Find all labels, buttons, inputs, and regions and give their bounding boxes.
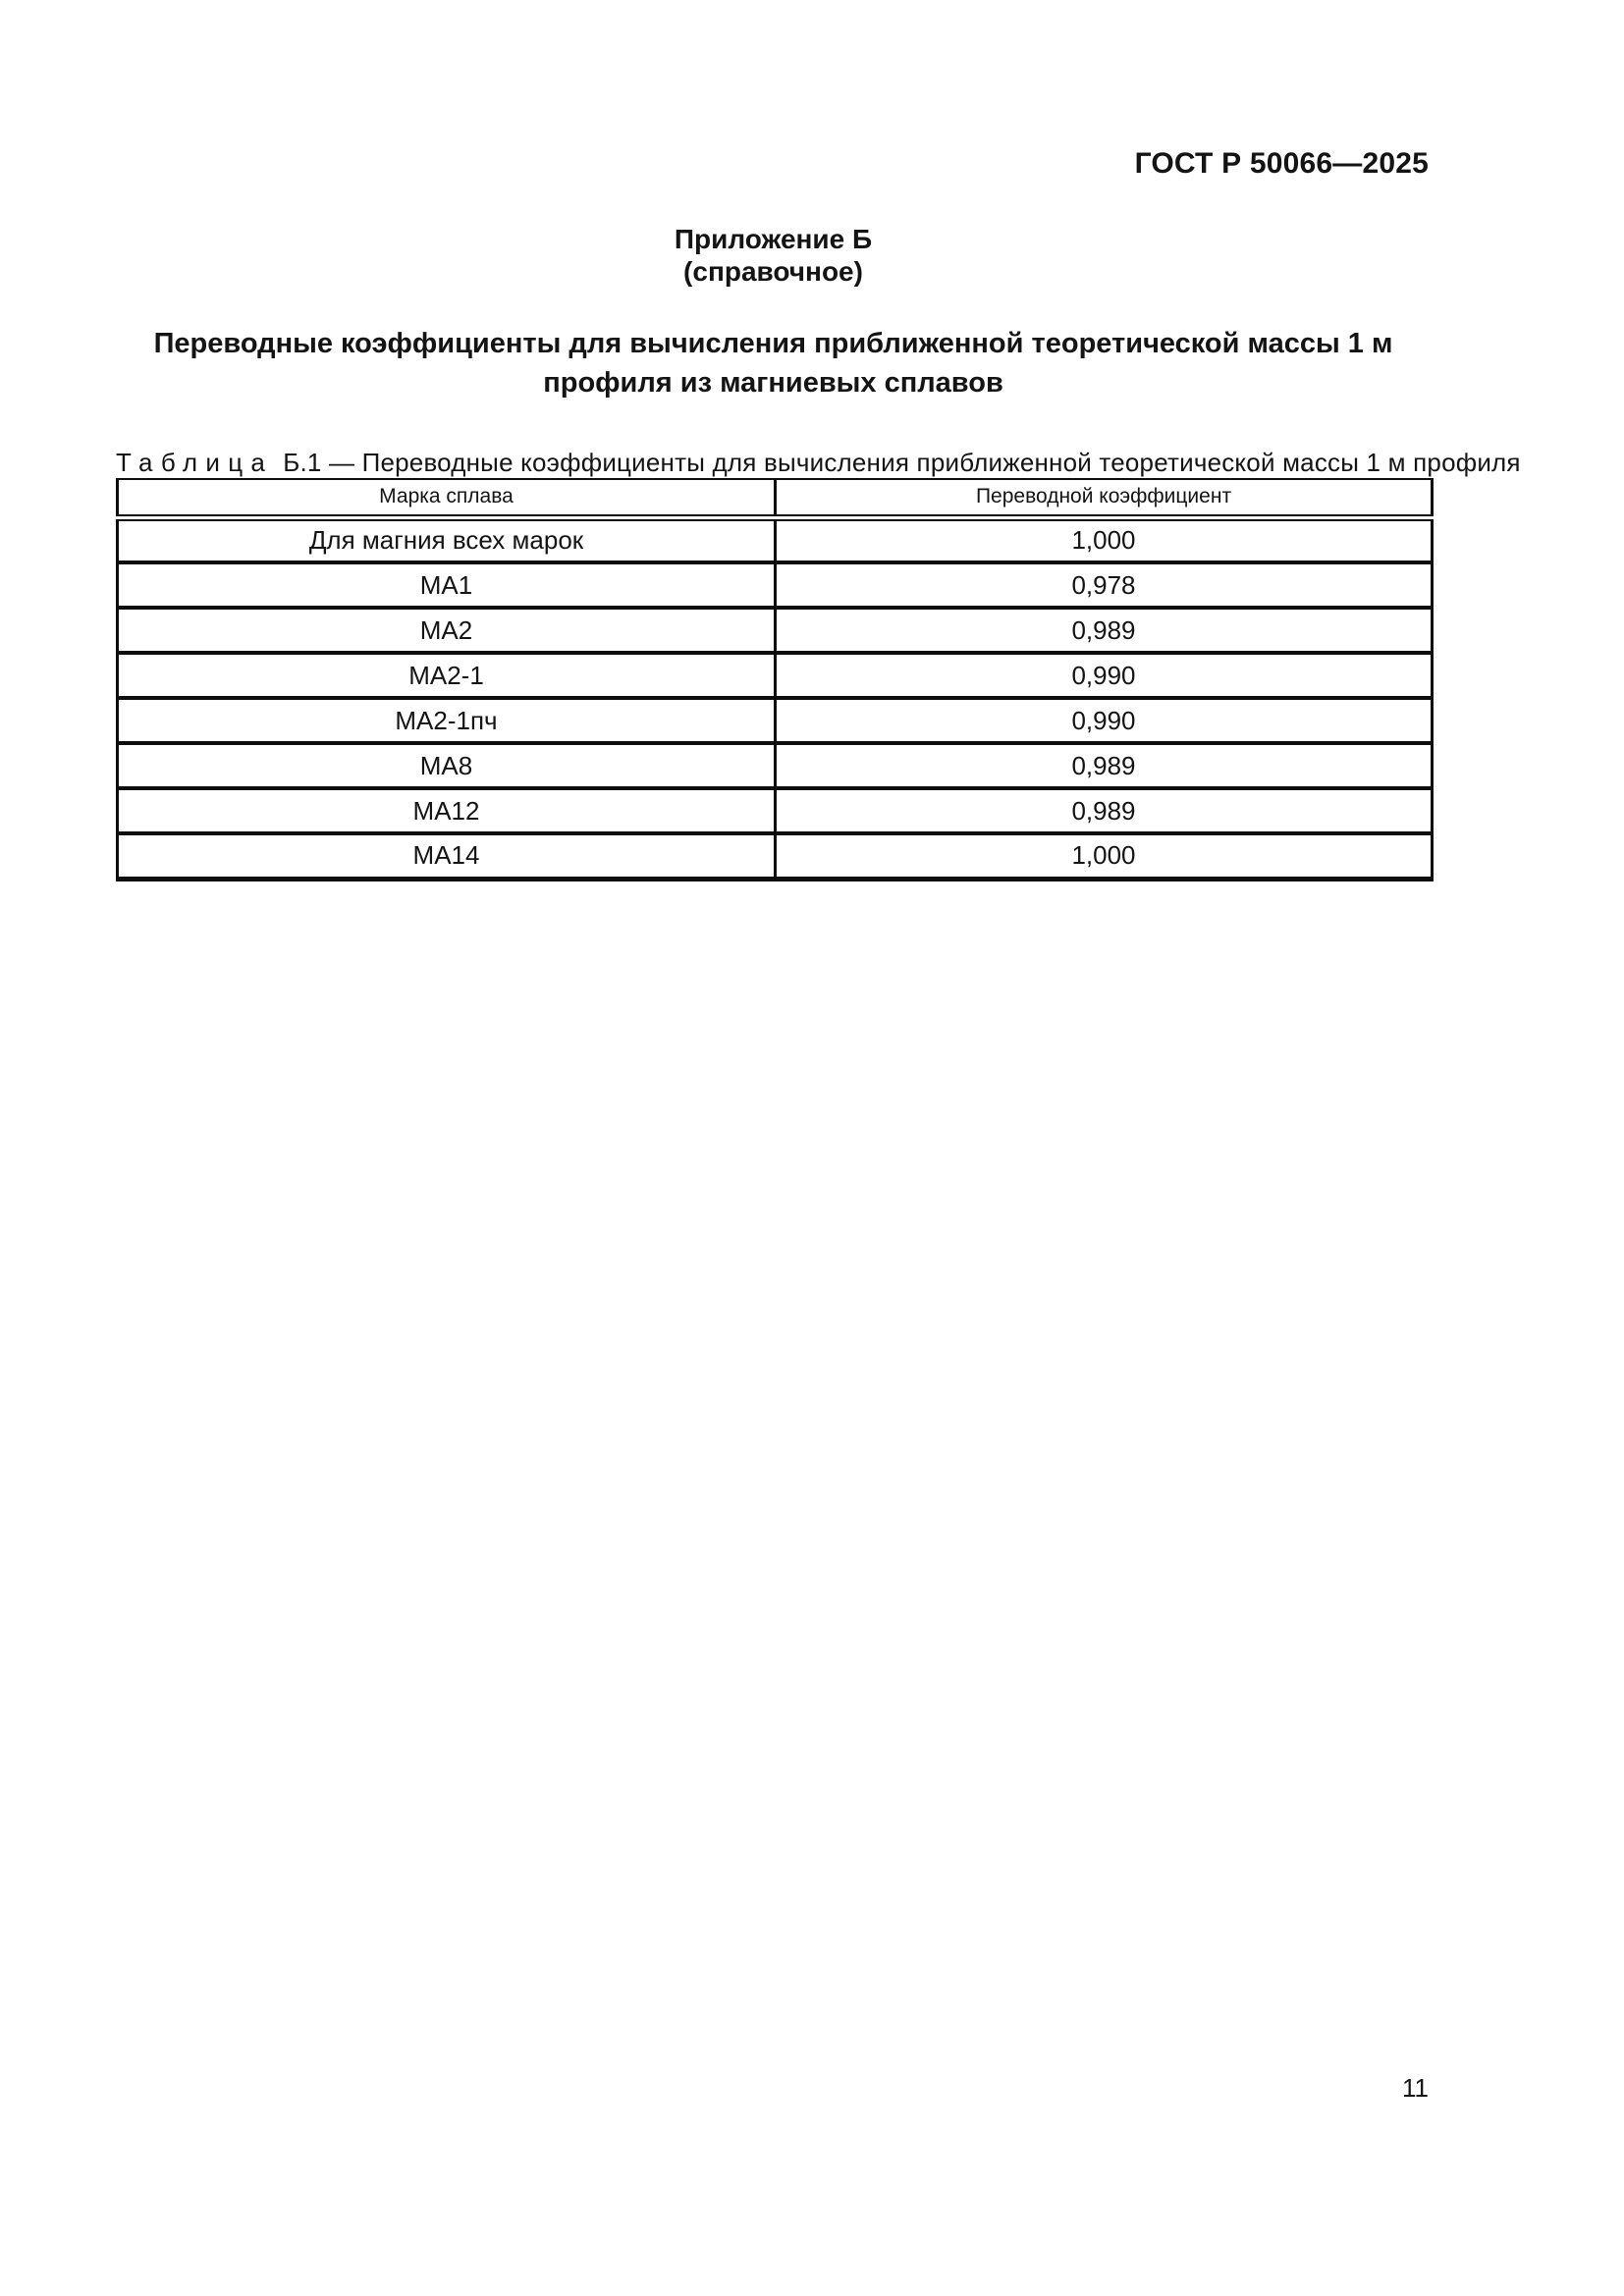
table-row bbox=[118, 788, 1433, 833]
coef-cell: 0,978 bbox=[776, 562, 1433, 608]
alloy-cell: МА8 bbox=[118, 743, 776, 788]
coef-cell: 0,990 bbox=[776, 698, 1433, 743]
coef-cell: 0,989 bbox=[776, 788, 1433, 833]
alloy-cell: Для магния всех марок bbox=[118, 517, 776, 562]
section-title-line1: Переводные коэффициенты для вычисления приближенной теоретической массы 1 м bbox=[153, 328, 1393, 359]
table-row bbox=[118, 743, 1433, 788]
column-header-coefficient: Переводной коэффициент bbox=[776, 479, 1433, 517]
coef-cell: 0,989 bbox=[776, 743, 1433, 788]
table-caption-text: Б.1 — Переводные коэффициенты для вычисления приближенной теоретической массы 1 м профиля bbox=[283, 448, 1521, 477]
alloy-cell: МА12 bbox=[118, 788, 776, 833]
page-number: 11 bbox=[1402, 2073, 1429, 2103]
section-title bbox=[116, 324, 1431, 402]
alloy-cell: МА2-1пч bbox=[118, 698, 776, 743]
coef-cell: 1,000 bbox=[776, 517, 1433, 562]
table-caption bbox=[116, 448, 1530, 477]
coef-cell: 0,990 bbox=[776, 653, 1433, 698]
table-row bbox=[118, 833, 1433, 879]
coef-cell: 1,000 bbox=[776, 833, 1433, 879]
alloy-cell: МА2-1 bbox=[118, 653, 776, 698]
section-title-line2: профиля из магниевых сплавов bbox=[543, 367, 1003, 399]
alloy-cell: МА14 bbox=[118, 833, 776, 879]
column-header-alloy: Марка сплава bbox=[118, 479, 776, 517]
alloy-cell: МА1 bbox=[118, 562, 776, 608]
conversion-coefficients-table bbox=[116, 478, 1434, 881]
alloy-cell: МА2 bbox=[118, 608, 776, 653]
table-caption-label: Таблица bbox=[116, 448, 274, 477]
table-header-row bbox=[118, 479, 1433, 517]
table-row bbox=[118, 517, 1433, 562]
table-row bbox=[118, 562, 1433, 608]
table-row bbox=[118, 608, 1433, 653]
appendix-kind: (справочное) bbox=[683, 256, 863, 287]
appendix-label: Приложение Б bbox=[674, 224, 873, 254]
coef-cell: 0,989 bbox=[776, 608, 1433, 653]
table-row bbox=[118, 653, 1433, 698]
appendix-heading bbox=[116, 223, 1431, 288]
document-code: ГОСТ Р 50066—2025 bbox=[1134, 147, 1429, 180]
table-row bbox=[118, 698, 1433, 743]
